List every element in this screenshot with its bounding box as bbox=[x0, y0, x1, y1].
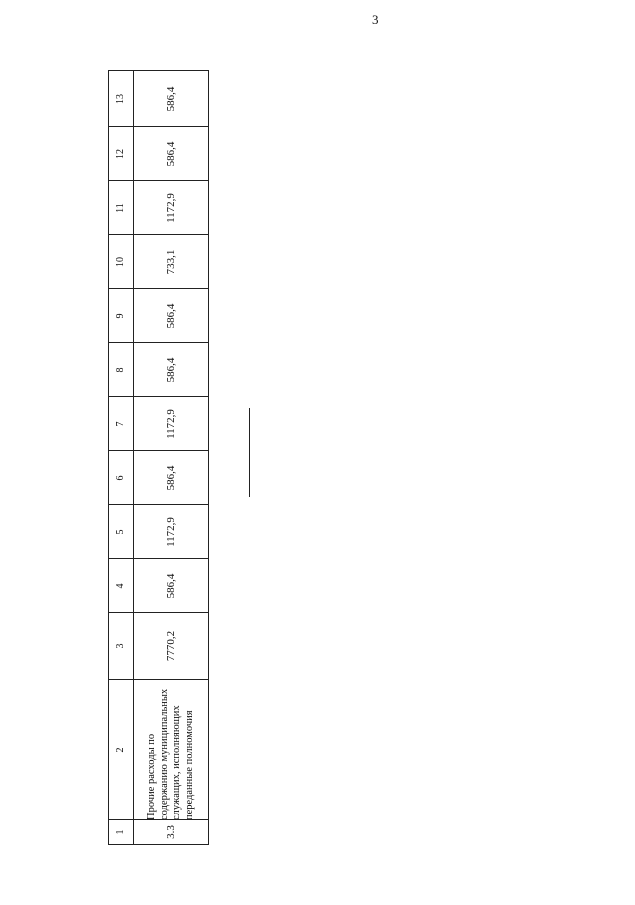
description-wrapper bbox=[146, 680, 196, 820]
value-cell bbox=[134, 613, 208, 679]
table-column-2 bbox=[109, 679, 208, 819]
table-column-9 bbox=[109, 288, 208, 342]
column-number-cell bbox=[109, 820, 134, 844]
value-cell bbox=[134, 559, 208, 612]
table-column-3 bbox=[109, 612, 208, 679]
amount-value: 1172,9 bbox=[165, 192, 177, 223]
column-number: 7 bbox=[115, 421, 126, 426]
separator-line bbox=[249, 408, 250, 497]
column-number-cell bbox=[109, 397, 134, 450]
value-cell bbox=[134, 397, 208, 450]
column-number-cell bbox=[109, 181, 134, 234]
table-column-8 bbox=[109, 342, 208, 396]
column-number-cell bbox=[109, 680, 134, 819]
column-number-cell bbox=[109, 505, 134, 558]
row-description: Прочие расходы по содержанию муниципальных служащих, исполняющих переданные полномочия bbox=[146, 688, 195, 820]
column-number-cell bbox=[109, 613, 134, 679]
table-column-12 bbox=[109, 126, 208, 180]
amount-value: 1172,9 bbox=[165, 516, 177, 547]
table-column-1 bbox=[109, 819, 208, 844]
column-number: 13 bbox=[115, 93, 126, 104]
expenditure-table bbox=[108, 70, 209, 845]
row-code: 3.3 bbox=[165, 825, 177, 839]
amount-value: 586,4 bbox=[165, 141, 177, 166]
column-number-cell bbox=[109, 127, 134, 180]
column-number-cell bbox=[109, 343, 134, 396]
column-number: 3 bbox=[115, 643, 126, 649]
value-cell bbox=[134, 289, 208, 342]
table-column-5 bbox=[109, 504, 208, 558]
table-column-7 bbox=[109, 396, 208, 450]
column-number-cell bbox=[109, 451, 134, 504]
value-cell bbox=[134, 505, 208, 558]
amount-value: 733,1 bbox=[165, 249, 177, 274]
value-cell bbox=[134, 127, 208, 180]
amount-value: 586,4 bbox=[165, 86, 177, 111]
page-number: 3 bbox=[372, 12, 379, 27]
row-code-cell bbox=[134, 820, 208, 844]
column-number: 11 bbox=[115, 202, 126, 213]
value-cell bbox=[134, 343, 208, 396]
column-number: 5 bbox=[115, 529, 126, 534]
table-column-6 bbox=[109, 450, 208, 504]
column-number: 12 bbox=[115, 148, 126, 159]
column-number: 9 bbox=[115, 313, 126, 318]
column-number-cell bbox=[109, 235, 134, 288]
amount-value: 1172,9 bbox=[165, 408, 177, 439]
column-number-cell bbox=[109, 71, 134, 126]
table-column-11 bbox=[109, 180, 208, 234]
amount-value: 586,4 bbox=[165, 303, 177, 328]
value-cell bbox=[134, 451, 208, 504]
column-number: 10 bbox=[115, 256, 126, 267]
column-number: 1 bbox=[115, 829, 126, 835]
column-number-cell bbox=[109, 289, 134, 342]
value-cell bbox=[134, 181, 208, 234]
table-column-13 bbox=[109, 71, 208, 126]
total-amount-value: 7770,2 bbox=[165, 630, 177, 662]
column-number: 8 bbox=[115, 367, 126, 372]
column-number-cell bbox=[109, 559, 134, 612]
table-column-10 bbox=[109, 234, 208, 288]
amount-value: 586,4 bbox=[165, 465, 177, 490]
description-cell bbox=[134, 680, 208, 819]
amount-value: 586,4 bbox=[165, 357, 177, 382]
column-number: 6 bbox=[115, 475, 126, 480]
column-number: 2 bbox=[115, 747, 126, 752]
value-cell bbox=[134, 71, 208, 126]
column-number: 4 bbox=[115, 583, 126, 588]
value-cell bbox=[134, 235, 208, 288]
table-column-4 bbox=[109, 558, 208, 612]
amount-value: 586,4 bbox=[165, 573, 177, 598]
